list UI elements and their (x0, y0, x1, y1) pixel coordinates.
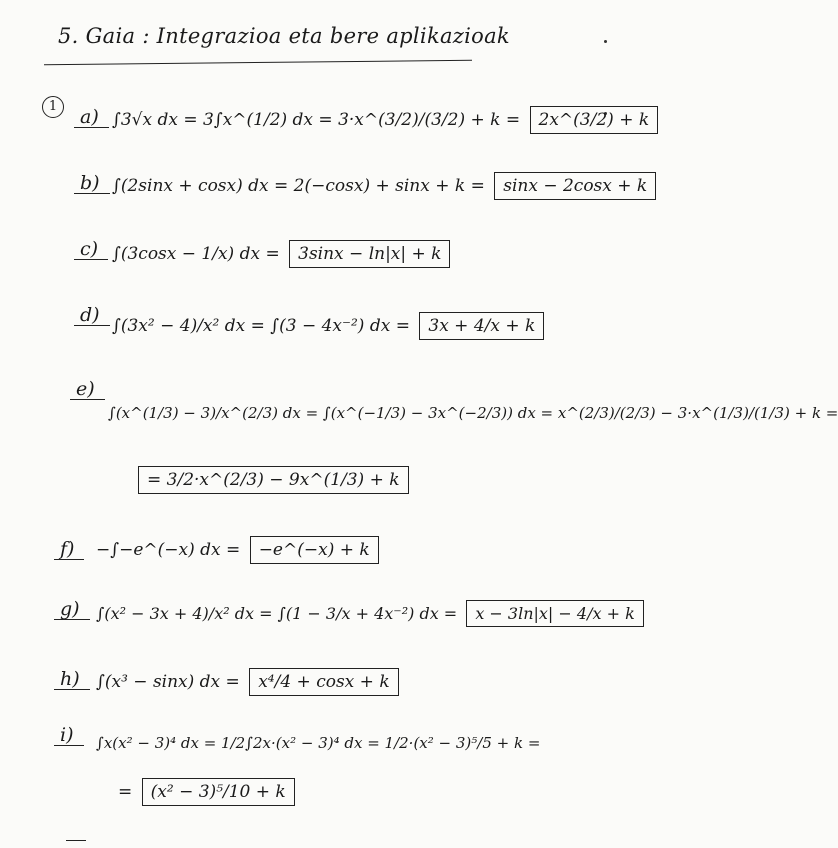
exercise-e (108, 404, 838, 422)
exercise-label-f: f) (60, 538, 75, 560)
exercise-d (112, 316, 544, 336)
exercise-f-steps: −∫−e^(−x) dx = (96, 540, 241, 560)
exercise-number: 1 (42, 96, 64, 118)
exercise-b (112, 176, 656, 196)
exercise-c-steps: ∫(3cosx − 1/x) dx = (112, 244, 280, 264)
exercise-c (112, 244, 450, 264)
exercise-b-steps: ∫(2sinx + cosx) dx = 2(−cosx) + sinx + k = (112, 176, 485, 196)
exercise-i (96, 734, 540, 752)
exercise-a-answer: 2x^(3/2) + k (530, 106, 659, 134)
exercise-d-answer: 3x + 4/x + k (419, 312, 544, 340)
exercise-label-e: e) (76, 378, 95, 400)
exercise-d-steps: ∫(3x² − 4)/x² dx = ∫(3 − 4x⁻²) dx = (112, 316, 410, 336)
exercise-label-i: i) (60, 724, 74, 746)
exercise-e-steps: ∫(x^(1/3) − 3)/x^(2/3) dx = ∫(x^(−1/3) − 3x^(−2/3)) dx = x^(2/3)/(2/3) − 3·x^(1/3)/(1/3) + k = (108, 404, 838, 422)
exercise-h (96, 672, 399, 692)
exercise-h-steps: ∫(x³ − sinx) dx = (96, 672, 240, 692)
exercise-label-h: h) (60, 668, 80, 690)
bottom-dash (66, 840, 86, 841)
exercise-e-answer: = 3/2·x^(2/3) − 9x^(1/3) + k (138, 466, 409, 494)
title-underline (44, 60, 472, 65)
exercise-label-c: c) (80, 238, 99, 260)
exercise-h-answer: x⁴/4 + cosx + k (249, 668, 398, 696)
exercise-label-g: g) (60, 598, 80, 620)
exercise-c-answer: 3sinx − ln|x| + k (289, 240, 450, 268)
exercise-g-answer: x − 3ln|x| − 4/x + k (466, 600, 643, 627)
exercise-f-answer: −e^(−x) + k (250, 536, 379, 564)
exercise-a-steps: ∫3√x dx = 3∫x^(1/2) dx = 3·x^(3/2)/(3/2) + k = (112, 110, 521, 130)
exercise-a (112, 110, 658, 130)
exercise-label-d: d) (80, 304, 100, 326)
exercise-i-result (118, 782, 295, 802)
exercise-i-answer: (x² − 3)⁵/10 + k (142, 778, 295, 806)
exercise-b-answer: sinx − 2cosx + k (494, 172, 656, 200)
exercise-g (96, 604, 644, 623)
exercise-label-a: a) (80, 106, 99, 128)
page-title: 5. Gaia : Integrazioa eta bere aplikazioak (58, 24, 510, 48)
exercise-label-b: b) (80, 172, 100, 194)
exercise-i-equals: = (118, 782, 133, 802)
exercise-g-steps: ∫(x² − 3x + 4)/x² dx = ∫(1 − 3/x + 4x⁻²) dx = (96, 604, 458, 623)
exercise-e-result (134, 470, 409, 490)
exercise-f (96, 540, 379, 560)
exercise-i-steps: ∫x(x² − 3)⁴ dx = 1/2∫2x·(x² − 3)⁴ dx = 1/2·(x² − 3)⁵/5 + k = (96, 734, 541, 752)
margin-dot (604, 40, 607, 43)
